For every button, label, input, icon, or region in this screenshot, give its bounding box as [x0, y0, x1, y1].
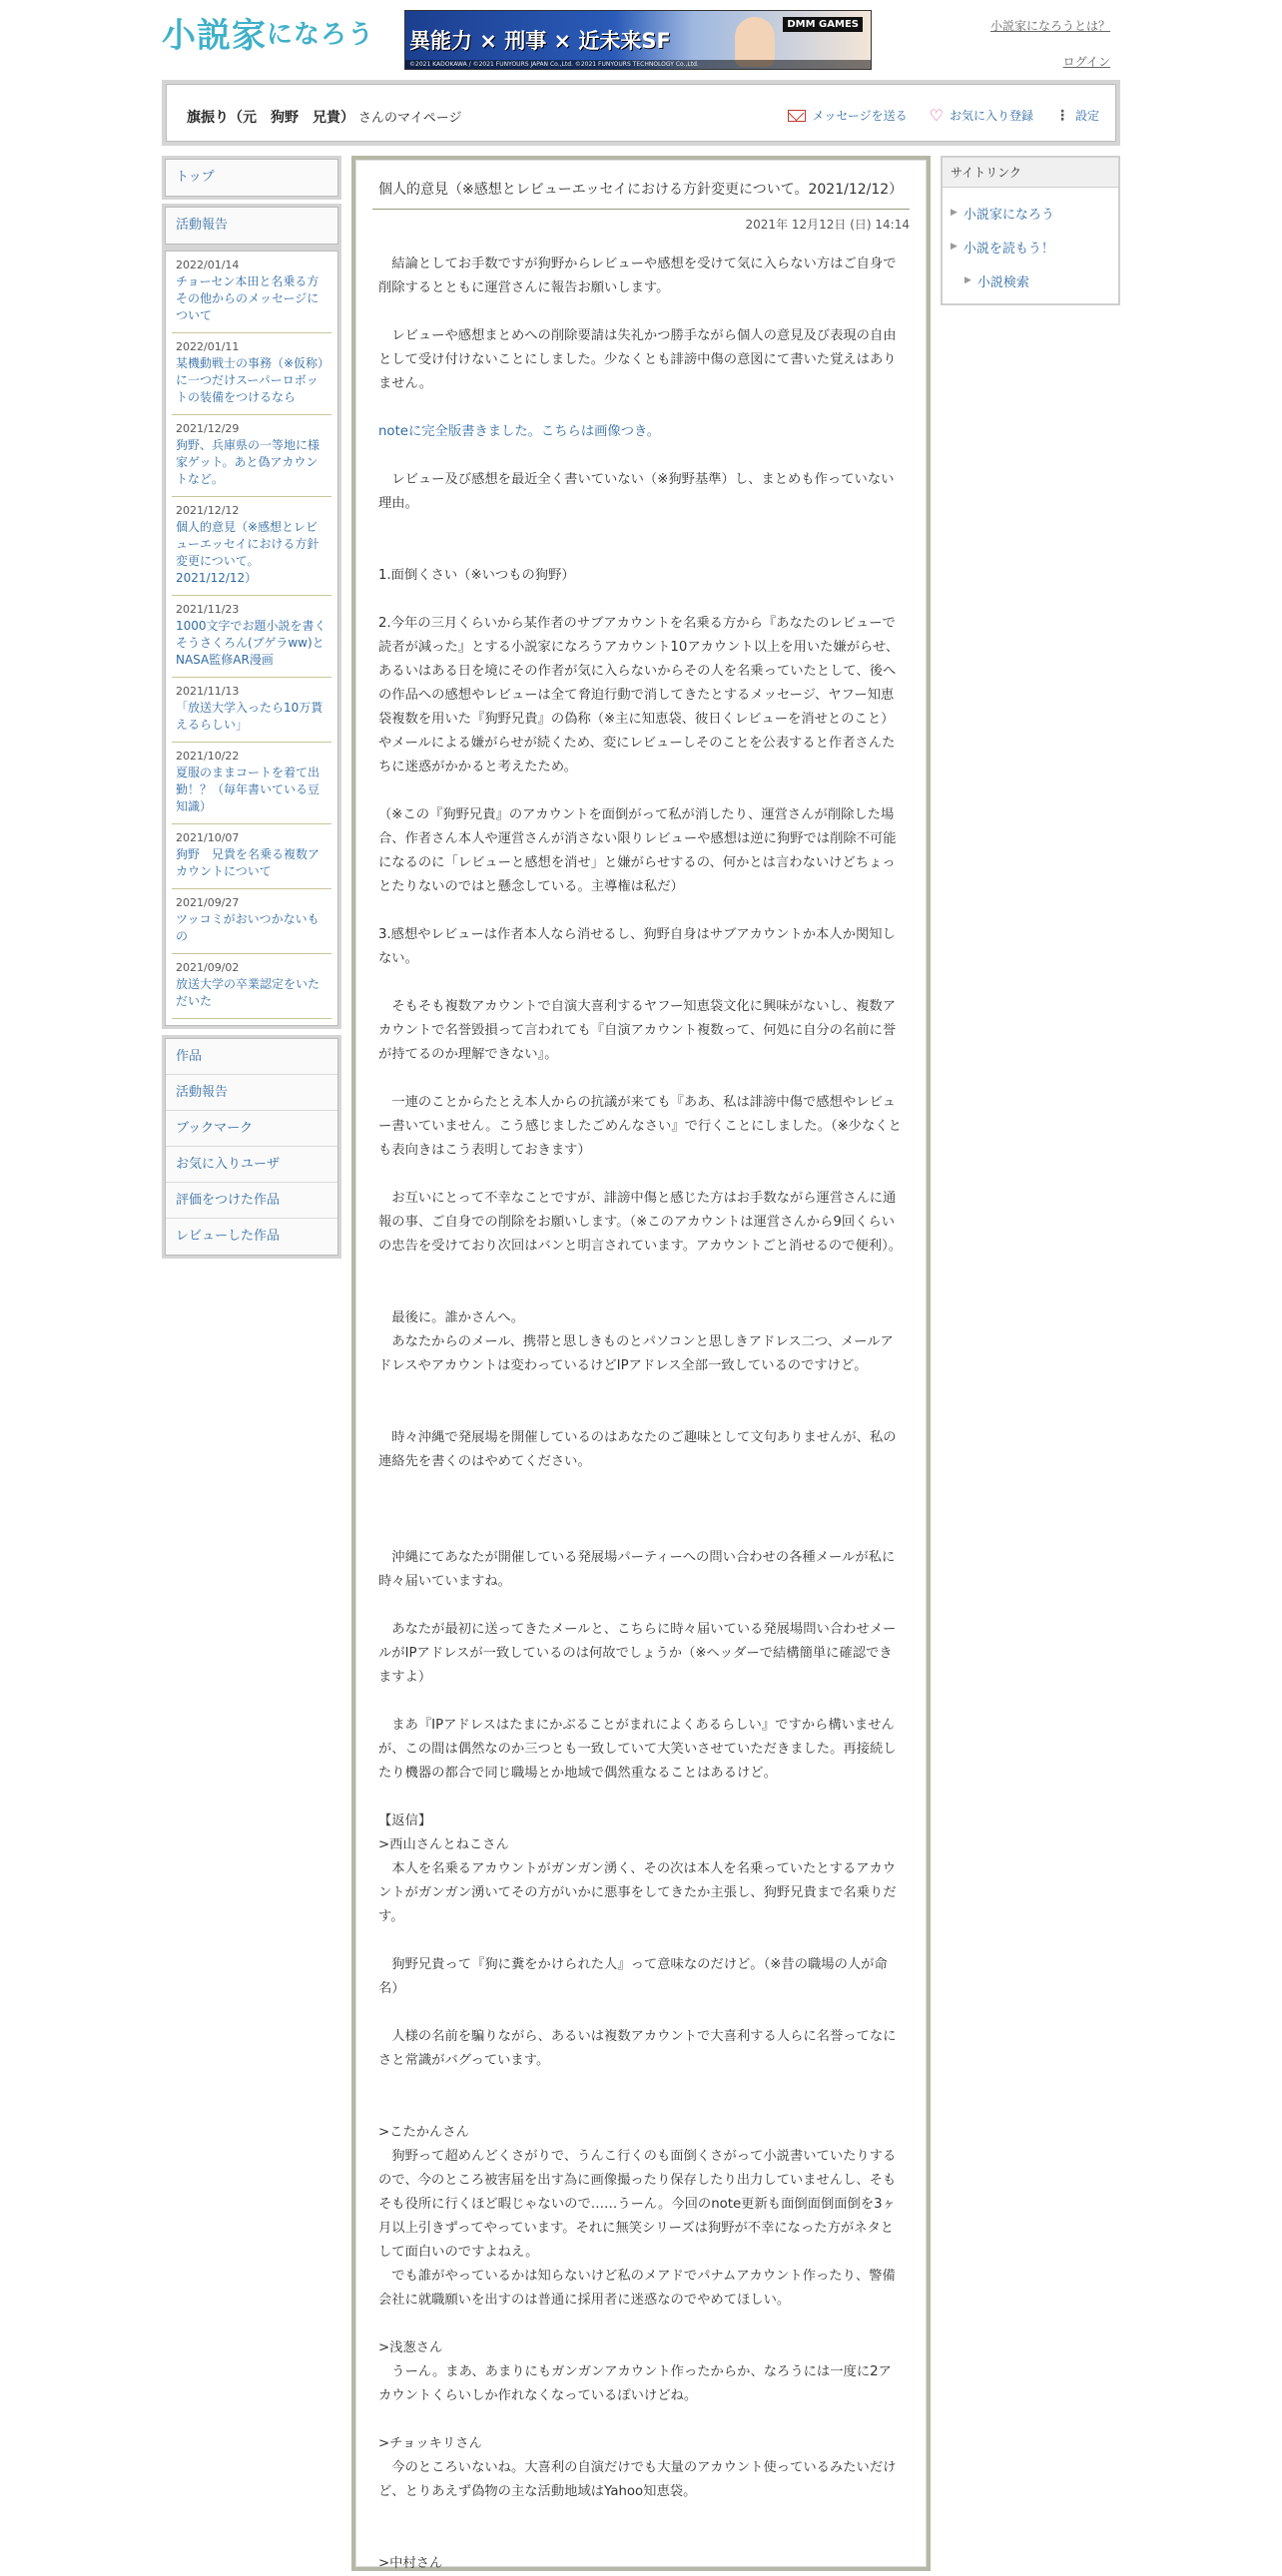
nav-favorite-users[interactable]: お気に入りユーザ — [166, 1147, 337, 1183]
about-link[interactable]: 小説家になろうとは？ — [989, 19, 1110, 33]
report-title-link[interactable]: 1000文字でお題小説を書くそうさくろん(ブゲラww)とNASA監修AR漫画 — [176, 619, 326, 667]
site-link-yomou[interactable] — [951, 230, 1110, 263]
favorite-register-button[interactable] — [930, 107, 1033, 124]
post-paragraph: 最後に。誰かさんへ。 あなたからのメール、携帯と思しきものとパソコンと思しきアドレス二つ、メールアドレスやアカウントは変わっているけどIPアドレス全部一致しているのですけど。 — [378, 1310, 894, 1373]
post-paragraph: あなたが最初に送ってきたメールと、こちらに時々届いている発展場問い合わせメールがIPアドレスが一致しているのは何故でしょうか（※ヘッダーで結構簡単に確認できますよ） — [378, 1622, 897, 1685]
user-bar — [162, 80, 1120, 146]
note-link[interactable]: noteに完全版書きました。こちらは画像つき。 — [378, 424, 661, 439]
triangle-right-icon: ▶ — [951, 242, 958, 252]
post-paragraph: レビュー及び感想を最近全く書いていない（※狗野基準）し、まとめも作っていない理由。 — [378, 472, 895, 511]
activity-report-item — [172, 333, 331, 415]
settings-button[interactable] — [1055, 107, 1099, 124]
nav-rated-works[interactable]: 評価をつけた作品 — [166, 1183, 337, 1219]
post-paragraph: レビューや感想まとめへの削除要請は失礼かつ勝手ながら個人の意見及び表現の自由として受け付けないことにしました。少なくとも誹謗中傷の意図にて書いた覚えはありません。 — [378, 328, 897, 391]
activity-report-item — [172, 678, 331, 743]
report-date: 2022/01/14 — [176, 258, 240, 271]
post-title: 個人的意見（※感想とレビューエッセイにおける方針変更について。2021/12/12） — [372, 179, 910, 210]
report-title-link[interactable]: 某機動戦士の事務（※仮称）に一つだけスーパーロボットの装備をつけるなら — [176, 356, 324, 404]
post-paragraph: 3.感想やレビューは作者本人なら消せるし、狗野自身はサブアカウントか本人か関知しない。 — [378, 927, 896, 966]
post-body — [372, 253, 910, 2576]
ad-banner-text: 異能力 × 刑事 × 近未来SF — [409, 29, 671, 53]
activity-report-item — [172, 497, 331, 596]
post-paragraph: 狗野兄貴って『狗に糞をかけられた人』って意味なのだけど。（※昔の職場の人が命名） — [378, 1957, 888, 1996]
post-paragraph: 1.面倒くさい（※いつもの狗野） — [378, 568, 575, 583]
triangle-right-icon: ▶ — [964, 275, 971, 285]
post-paragraph: >中村さん — [378, 2556, 443, 2571]
nav-works[interactable]: 作品 — [166, 1039, 337, 1075]
heart-plus-icon: ♡ — [929, 105, 944, 125]
user-menu — [162, 1035, 341, 1259]
site-link-label: 小説検索 — [976, 274, 1029, 290]
logo-sub-text: になろう — [267, 19, 375, 50]
site-link-narou[interactable] — [951, 196, 1110, 230]
report-title-link[interactable]: 狗野 兄貴を名乗る複数アカウントについて — [176, 847, 320, 878]
user-page-suffix: さんのマイページ — [358, 111, 462, 126]
report-date: 2021/12/12 — [176, 504, 240, 517]
left-sidebar — [162, 156, 341, 1263]
activity-report-item — [172, 596, 331, 678]
site-link-label: 小説家になろう — [962, 207, 1054, 223]
activity-nav-box — [162, 204, 341, 248]
report-date: 2021/09/27 — [176, 896, 240, 909]
nav-activity[interactable]: 活動報告 — [166, 208, 337, 244]
header-links — [990, 8, 1110, 80]
send-message-label: メッセージを送る — [812, 109, 908, 123]
site-links-box — [941, 156, 1120, 305]
site-logo[interactable] — [162, 14, 375, 56]
post-paragraph: 時々沖縄で発展場を開催しているのはあなたのご趣味として文句ありませんが、私の連絡先を書くのはやめてください。 — [378, 1430, 897, 1469]
activity-report-list — [162, 248, 341, 1029]
report-date: 2021/12/29 — [176, 422, 240, 435]
activity-report-item — [172, 954, 331, 1019]
activity-report-item — [172, 743, 331, 824]
login-link[interactable]: ログイン — [1062, 55, 1110, 69]
post-paragraph: 2.今年の三月くらいから某作者のサブアカウントを名乗る方から『あなたのレビューで読者が減った』とする小説家になろうアカウント10アカウント以上を用いた嫌がらせ、あるいはある日を境にその作者が気に入らないからその人を名乗っていたとして、後への作品への感想やレビューは全て脅迫行動で消してきたとするメッセージ、ヤフー知恵袋複数を用いた『狗野兄貴』の偽称（※主に知恵袋、彼日くレビューを消せとのこと）やメールによる嫌がらせが続くため、変にレビューしそのことを公表すると作者さんたちに迷惑がかかると考えたため。 — [378, 616, 900, 774]
post-paragraph: まあ『IPアドレスはたまにかぶることがまれによくあるらしい』ですから構いませんが、この間は偶然なのか三つとも一致していて大笑いさせていただきました。再接続したり機器の都合で同じ職場とか地域で偶然重なることはあるけど。 — [378, 1718, 897, 1781]
report-title-link[interactable]: 個人的意見（※感想とレビューエッセイにおける方針変更について。2021/12/12） — [176, 520, 320, 585]
post-paragraph: 結論としてお手数ですが狗野からレビューや感想を受けて気に入らない方はご自身で削除するとともに運営さんに報告お願いします。 — [378, 257, 897, 295]
settings-label: 設定 — [1074, 109, 1099, 123]
ad-banner-brand: DMM GAMES — [783, 17, 863, 32]
favorite-register-label: お気に入り登録 — [949, 109, 1033, 123]
activity-report-item — [172, 889, 331, 954]
report-title-link[interactable]: 「放送大学入ったら10万貰えるらしい」 — [176, 701, 323, 732]
activity-report-item — [172, 824, 331, 889]
site-links-heading: サイトリンク — [943, 158, 1118, 188]
nav-reviewed-works[interactable]: レビューした作品 — [166, 1219, 337, 1255]
activity-report-item — [172, 252, 331, 333]
site-header — [162, 0, 1120, 76]
user-actions — [788, 107, 1099, 124]
triangle-right-icon: ▶ — [951, 208, 958, 218]
post-paragraph: >チョッキリさん 今のところいないね。大喜利の自演だけでも大量のアカウント使っているみたいだけど、とりあえず偽物の主な活動地域はYahoo知恵袋。 — [378, 2436, 897, 2499]
report-date: 2021/11/23 — [176, 603, 240, 616]
post-paragraph: そもそも複数アカウントで自演大喜利するヤフー知恵袋文化に興味がないし、複数アカウントで名誉毀損って言われても『自演アカウント複数って、何処に自分の名前に誉が持てるのか理解できない』。 — [378, 999, 897, 1062]
post-paragraph: 沖縄にてあなたが開催している発展場パーティーへの問い合わせの各種メールが私に時々届いていますね。 — [378, 1550, 896, 1589]
report-date: 2021/10/07 — [176, 831, 240, 844]
logo-main-text: 小説家 — [162, 15, 267, 56]
post-date: 2021年 12月12日 (日) 14:14 — [745, 218, 910, 232]
send-message-button[interactable] — [788, 107, 907, 124]
report-title-link[interactable]: 狗野、兵庫県の一等地に様家ゲット。あと偽アカウントなど。 — [176, 438, 320, 486]
nav-activity-report[interactable]: 活動報告 — [166, 1075, 337, 1111]
report-date: 2021/11/13 — [176, 685, 240, 698]
post-paragraph: >こたかんさん 狗野って超めんどくさがりで、うんこ行くのも面倒くさがって小説書いていたりするので、今のところ被害届を出す為に画像撮ったり保存したり出力していませんし、そもそも役所に行くほど暇じゃないので……うーん。今回のnote更新も面倒面倒面倒を3ヶ月以上引きずってやっています。それに無笑シリーズは狗野が不幸になった方がネタとして面白いのですよねえ。 でも誰がやっているかは知らないけど私のメアドでパナムアカウント作ったり、警備会社に就職願いを出すのは普通に採用者に迷惑なのでやめてほしい。 — [378, 2125, 897, 2308]
report-date: 2022/01/11 — [176, 340, 240, 353]
post-paragraph: 【返信】 >西山さんとねこさん 本人を名乗るアカウントがガンガン湧く、その次は本人を名乗っていたとするアカウントがガンガン湧いてその方がいかに悪事をしてきたか主張し、狗野兄貴まで名乗りだす。 — [378, 1813, 897, 1924]
site-link-search[interactable] — [951, 263, 1110, 297]
post-paragraph: 一連のことからたとえ本人からの抗議が来ても『ああ、私は誹謗中傷で感想やレビュー書いていません。こう感じましたごめんなさい』で行くことにしました。（※少なくとも表向きはこう表明しておきます） — [378, 1095, 902, 1158]
report-title-link[interactable]: 夏服のままコートを着て出勤！？（毎年書いている豆知識） — [176, 766, 320, 813]
user-page-title — [187, 107, 461, 127]
vertical-dots-icon: ⋮ — [1054, 107, 1069, 124]
main-content — [351, 156, 931, 2571]
site-link-label: 小説を読もう！ — [962, 241, 1054, 257]
ad-banner-copyright: ©2021 KADOKAWA / ©2021 FUNYOURS JAPAN Co.,Ltd. ©2021 FUNYOURS TECHNOLOGY Co.,Ltd. — [405, 60, 871, 69]
post-paragraph: （※この『狗野兄貴』のアカウントを面倒がって私が消したり、運営さんが削除した場合、作者さん本人や運営さんが消さない限りレビューや感想は逆に狗野では削除不可能になるのに「レビューと感想を消せ」と嫌がらせするの、何かとは言わないけどちょっとたりないのではと懸念している。主導権は私だ） — [378, 807, 897, 894]
nav-top[interactable]: トップ — [166, 160, 337, 196]
report-date: 2021/10/22 — [176, 750, 240, 763]
post-paragraph: >浅葱さん うーん。まあ、あまりにもガンガンアカウント作ったからか、なろうには一度に2アカウントくらいしか作れなくなっているぽいけどね。 — [378, 2340, 892, 2403]
top-nav-box — [162, 156, 341, 200]
nav-bookmark[interactable]: ブックマーク — [166, 1111, 337, 1147]
report-title-link[interactable]: ツッコミがおいつかないもの — [176, 912, 320, 943]
mail-icon — [788, 110, 806, 122]
report-date: 2021/09/02 — [176, 961, 240, 974]
ad-banner[interactable] — [404, 10, 872, 70]
post-paragraph: 人様の名前を騙りながら、あるいは複数アカウントで大喜利する人らに名誉ってなにさと常識がバグっています。 — [378, 2029, 897, 2068]
user-name: 旗振り（元 狗野 兄貴） — [187, 110, 354, 126]
report-title-link[interactable]: チョーセン本田と名乗る方その他からのメッセージについて — [176, 274, 320, 322]
activity-report-item — [172, 415, 331, 497]
post-paragraph: お互いにとって不幸なことですが、誹謗中傷と感じた方はお手数ながら運営さんに通報の事、ご自身での削除をお願いします。（※このアカウントは運営さんから9回くらいの忠告を受けており次回はバンと明言されています。アカウントごと消せるので便利）。 — [378, 1191, 903, 1254]
report-title-link[interactable]: 放送大学の卒業認定をいただいた — [176, 977, 320, 1008]
